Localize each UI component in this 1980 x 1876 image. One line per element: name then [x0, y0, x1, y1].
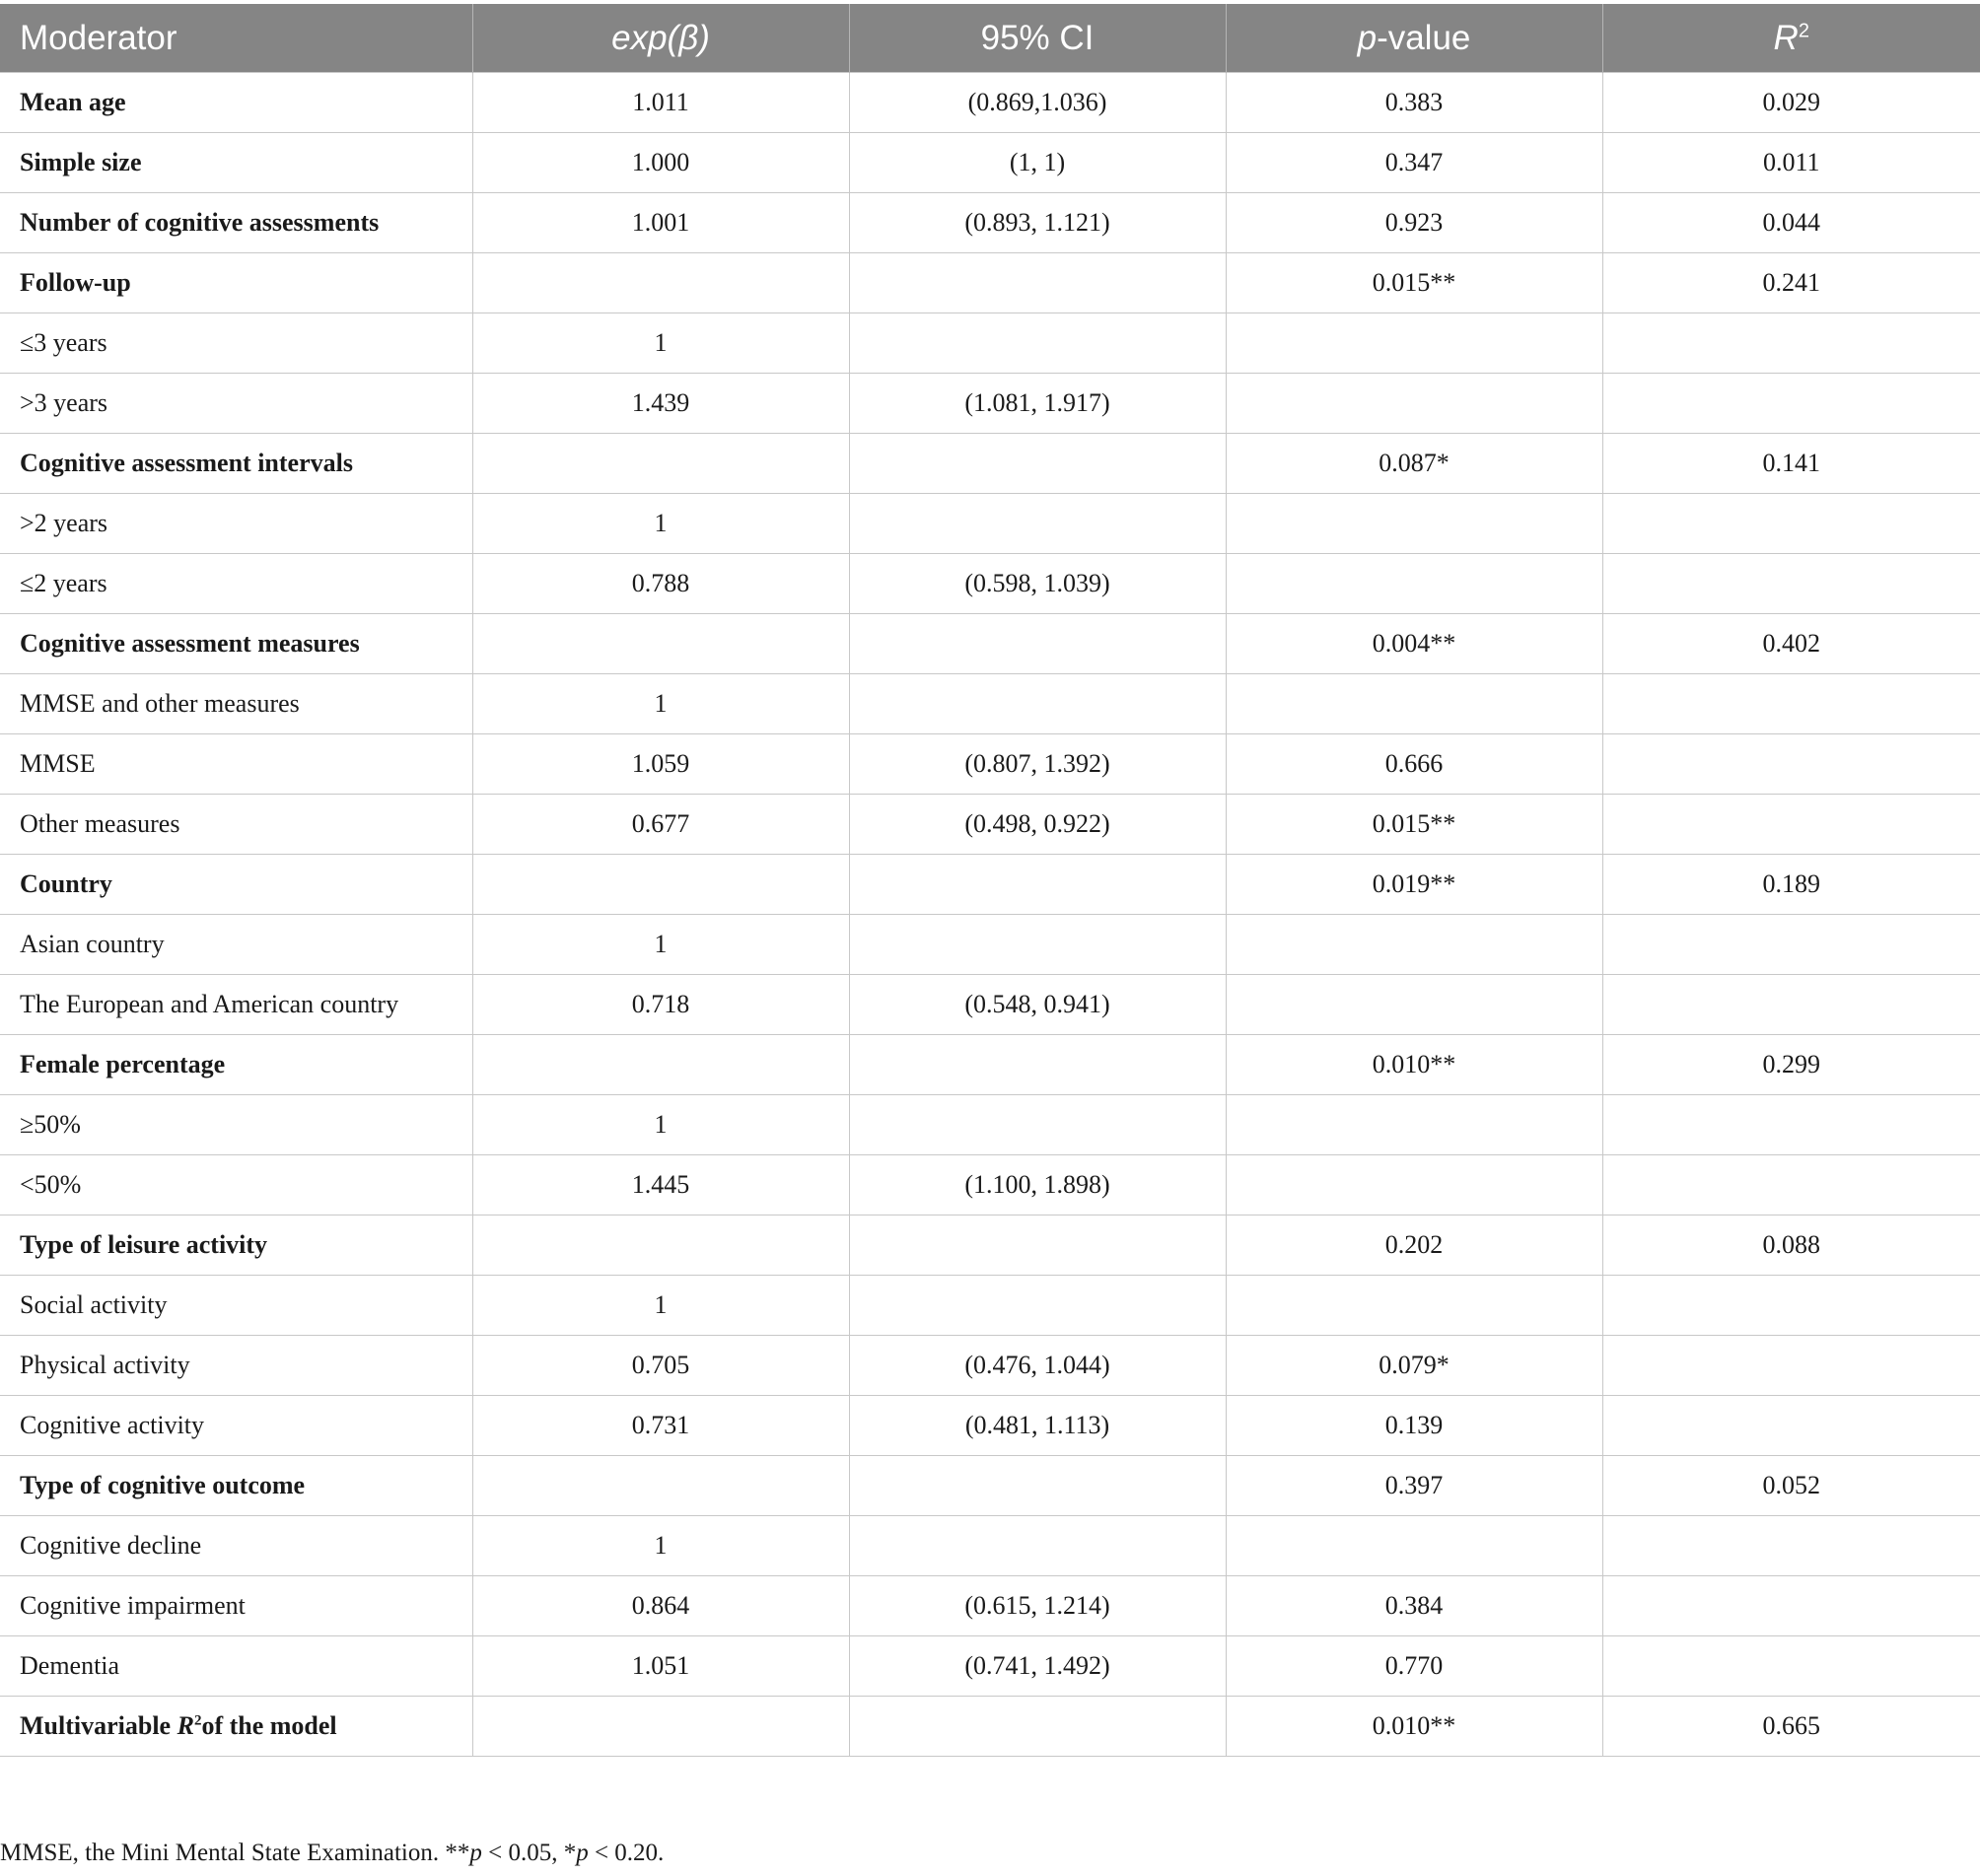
- moderator-cell: The European and American country: [0, 975, 472, 1035]
- p-value-cell: 0.347: [1226, 133, 1602, 193]
- p-value-cell: 0.015**: [1226, 253, 1602, 313]
- header-exp-beta: exp(β): [472, 4, 849, 73]
- moderator-cell: Number of cognitive assessments: [0, 193, 472, 253]
- exp-beta-cell: 0.788: [472, 554, 849, 614]
- ci-cell: (1, 1): [849, 133, 1226, 193]
- r-squared-cell: 0.189: [1602, 855, 1980, 915]
- moderator-cell: Simple size: [0, 133, 472, 193]
- r-squared-cell: [1602, 494, 1980, 554]
- table-row: [0, 1456, 1980, 1516]
- exp-beta-cell: 0.864: [472, 1576, 849, 1636]
- exp-beta-cell: 1: [472, 313, 849, 374]
- ci-cell: (0.807, 1.392): [849, 734, 1226, 795]
- r-squared-cell: [1602, 313, 1980, 374]
- exp-beta-cell: 1.059: [472, 734, 849, 795]
- moderator-cell: Asian country: [0, 915, 472, 975]
- r-squared-cell: 0.665: [1602, 1697, 1980, 1757]
- table-footnote: MMSE, the Mini Mental State Examination. **p < 0.05, *p < 0.20.: [0, 1840, 665, 1866]
- ci-cell: [849, 915, 1226, 975]
- exp-beta-cell: 0.718: [472, 975, 849, 1035]
- p-value-cell: [1226, 1276, 1602, 1336]
- table-body: [0, 73, 1980, 1757]
- ci-cell: [849, 1216, 1226, 1276]
- moderator-cell: >2 years: [0, 494, 472, 554]
- r-squared-cell: [1602, 1095, 1980, 1155]
- exp-beta-cell: 1.051: [472, 1636, 849, 1697]
- ci-cell: (0.498, 0.922): [849, 795, 1226, 855]
- moderator-table: [0, 4, 1980, 1757]
- moderator-cell: ≤3 years: [0, 313, 472, 374]
- table-header: [0, 4, 1980, 73]
- table-row: [0, 253, 1980, 313]
- ci-cell: [849, 1456, 1226, 1516]
- r-squared-cell: 0.141: [1602, 434, 1980, 494]
- r-squared-cell: [1602, 374, 1980, 434]
- p-value-cell: 0.397: [1226, 1456, 1602, 1516]
- table-row: [0, 975, 1980, 1035]
- moderator-cell: MMSE and other measures: [0, 674, 472, 734]
- moderator-cell: Cognitive assessment measures: [0, 614, 472, 674]
- moderator-cell: Type of leisure activity: [0, 1216, 472, 1276]
- moderator-cell: Cognitive impairment: [0, 1576, 472, 1636]
- moderator-cell: Follow-up: [0, 253, 472, 313]
- exp-beta-cell: [472, 1456, 849, 1516]
- exp-beta-cell: [472, 1697, 849, 1757]
- ci-cell: (0.741, 1.492): [849, 1636, 1226, 1697]
- ci-cell: (1.081, 1.917): [849, 374, 1226, 434]
- table-row: [0, 494, 1980, 554]
- ci-cell: [849, 614, 1226, 674]
- exp-beta-cell: 1.445: [472, 1155, 849, 1216]
- ci-cell: (0.869,1.036): [849, 73, 1226, 133]
- p-value-cell: 0.923: [1226, 193, 1602, 253]
- exp-beta-cell: 1.000: [472, 133, 849, 193]
- table-row: [0, 734, 1980, 795]
- r-squared-cell: 0.402: [1602, 614, 1980, 674]
- ci-cell: [849, 313, 1226, 374]
- exp-beta-cell: 1.011: [472, 73, 849, 133]
- ci-cell: (0.481, 1.113): [849, 1396, 1226, 1456]
- table-row: [0, 133, 1980, 193]
- exp-beta-cell: 0.677: [472, 795, 849, 855]
- ci-cell: [849, 253, 1226, 313]
- table-row: [0, 434, 1980, 494]
- moderator-cell: Cognitive decline: [0, 1516, 472, 1576]
- exp-beta-cell: 0.705: [472, 1336, 849, 1396]
- table-row: [0, 855, 1980, 915]
- r-squared-cell: [1602, 1636, 1980, 1697]
- r-squared-cell: [1602, 915, 1980, 975]
- table-row: [0, 915, 1980, 975]
- r-squared-cell: 0.029: [1602, 73, 1980, 133]
- moderator-cell: Cognitive activity: [0, 1396, 472, 1456]
- exp-beta-cell: [472, 614, 849, 674]
- exp-beta-cell: 1: [472, 674, 849, 734]
- table-row: [0, 313, 1980, 374]
- p-value-cell: [1226, 1516, 1602, 1576]
- r-squared-cell: [1602, 554, 1980, 614]
- p-value-cell: 0.383: [1226, 73, 1602, 133]
- r-squared-cell: [1602, 1396, 1980, 1456]
- ci-cell: (0.548, 0.941): [849, 975, 1226, 1035]
- exp-beta-cell: 1.439: [472, 374, 849, 434]
- ci-cell: [849, 1697, 1226, 1757]
- moderator-cell: Other measures: [0, 795, 472, 855]
- exp-beta-cell: [472, 855, 849, 915]
- table-row: [0, 674, 1980, 734]
- r-squared-cell: [1602, 1155, 1980, 1216]
- exp-beta-cell: 1: [472, 1516, 849, 1576]
- r-squared-cell: 0.299: [1602, 1035, 1980, 1095]
- table-row: [0, 795, 1980, 855]
- r-squared-cell: 0.241: [1602, 253, 1980, 313]
- exp-beta-cell: [472, 1035, 849, 1095]
- p-value-cell: [1226, 1095, 1602, 1155]
- r-squared-cell: 0.044: [1602, 193, 1980, 253]
- table-row: [0, 73, 1980, 133]
- moderator-cell: Cognitive assessment intervals: [0, 434, 472, 494]
- r-squared-cell: [1602, 795, 1980, 855]
- table-row: [0, 1576, 1980, 1636]
- moderator-cell: Mean age: [0, 73, 472, 133]
- exp-beta-cell: 1: [472, 915, 849, 975]
- ci-cell: [849, 1035, 1226, 1095]
- table-row: [0, 193, 1980, 253]
- p-value-cell: 0.202: [1226, 1216, 1602, 1276]
- table-row-multivariable: [0, 1697, 1980, 1757]
- moderator-cell: ≥50%: [0, 1095, 472, 1155]
- table-row: [0, 1516, 1980, 1576]
- r-squared-cell: 0.011: [1602, 133, 1980, 193]
- moderator-cell: Dementia: [0, 1636, 472, 1697]
- moderator-cell: Female percentage: [0, 1035, 472, 1095]
- r-squared-cell: [1602, 975, 1980, 1035]
- p-value-cell: 0.666: [1226, 734, 1602, 795]
- moderator-cell: Social activity: [0, 1276, 472, 1336]
- p-value-cell: 0.010**: [1226, 1697, 1602, 1757]
- moderator-cell: MMSE: [0, 734, 472, 795]
- ci-cell: (0.598, 1.039): [849, 554, 1226, 614]
- ci-cell: (1.100, 1.898): [849, 1155, 1226, 1216]
- table-row: [0, 1276, 1980, 1336]
- moderator-cell: >3 years: [0, 374, 472, 434]
- p-value-cell: [1226, 1155, 1602, 1216]
- table-row: [0, 1336, 1980, 1396]
- moderator-cell: Multivariable $R^2of$ the model: [0, 1697, 472, 1757]
- header-r-squared: $R^2$: [1602, 4, 1980, 73]
- p-value-cell: 0.015**: [1226, 795, 1602, 855]
- p-value-cell: 0.019**: [1226, 855, 1602, 915]
- p-value-cell: 0.010**: [1226, 1035, 1602, 1095]
- ci-cell: [849, 674, 1226, 734]
- p-value-cell: [1226, 313, 1602, 374]
- p-value-cell: 0.087*: [1226, 434, 1602, 494]
- table-row: [0, 1636, 1980, 1697]
- r-squared-cell: [1602, 1516, 1980, 1576]
- r-squared-cell: 0.088: [1602, 1216, 1980, 1276]
- exp-beta-cell: [472, 253, 849, 313]
- ci-cell: [849, 1095, 1226, 1155]
- p-value-cell: [1226, 674, 1602, 734]
- exp-beta-cell: 1: [472, 494, 849, 554]
- moderator-cell: Type of cognitive outcome: [0, 1456, 472, 1516]
- ci-cell: [849, 1516, 1226, 1576]
- exp-beta-cell: 1: [472, 1095, 849, 1155]
- table-row: [0, 1035, 1980, 1095]
- ci-cell: (0.893, 1.121): [849, 193, 1226, 253]
- table-row: [0, 554, 1980, 614]
- p-value-cell: 0.384: [1226, 1576, 1602, 1636]
- ci-cell: [849, 1276, 1226, 1336]
- p-value-cell: 0.004**: [1226, 614, 1602, 674]
- r-squared-cell: 0.052: [1602, 1456, 1980, 1516]
- moderator-cell: Country: [0, 855, 472, 915]
- table-row: [0, 1216, 1980, 1276]
- table-row: [0, 1095, 1980, 1155]
- moderator-cell: <50%: [0, 1155, 472, 1216]
- ci-cell: [849, 434, 1226, 494]
- table-row: [0, 614, 1980, 674]
- p-value-cell: [1226, 554, 1602, 614]
- exp-beta-cell: 0.731: [472, 1396, 849, 1456]
- r-squared-cell: [1602, 1336, 1980, 1396]
- p-value-cell: [1226, 374, 1602, 434]
- p-value-cell: [1226, 915, 1602, 975]
- exp-beta-cell: [472, 1216, 849, 1276]
- p-value-cell: 0.770: [1226, 1636, 1602, 1697]
- ci-cell: [849, 494, 1226, 554]
- r-squared-cell: [1602, 734, 1980, 795]
- exp-beta-cell: 1.001: [472, 193, 849, 253]
- header-moderator: Moderator: [0, 4, 472, 73]
- p-value-cell: [1226, 494, 1602, 554]
- p-value-cell: [1226, 975, 1602, 1035]
- ci-cell: (0.615, 1.214): [849, 1576, 1226, 1636]
- r-squared-cell: [1602, 674, 1980, 734]
- table-row: [0, 1396, 1980, 1456]
- ci-cell: [849, 855, 1226, 915]
- ci-cell: (0.476, 1.044): [849, 1336, 1226, 1396]
- table-row: [0, 1155, 1980, 1216]
- p-value-cell: 0.139: [1226, 1396, 1602, 1456]
- moderator-cell: ≤2 years: [0, 554, 472, 614]
- r-squared-cell: [1602, 1576, 1980, 1636]
- header-ci: 95% CI: [849, 4, 1226, 73]
- r-squared-cell: [1602, 1276, 1980, 1336]
- exp-beta-cell: [472, 434, 849, 494]
- moderator-cell: Physical activity: [0, 1336, 472, 1396]
- header-p-value: p-value: [1226, 4, 1602, 73]
- exp-beta-cell: 1: [472, 1276, 849, 1336]
- p-value-cell: 0.079*: [1226, 1336, 1602, 1396]
- table-row: [0, 374, 1980, 434]
